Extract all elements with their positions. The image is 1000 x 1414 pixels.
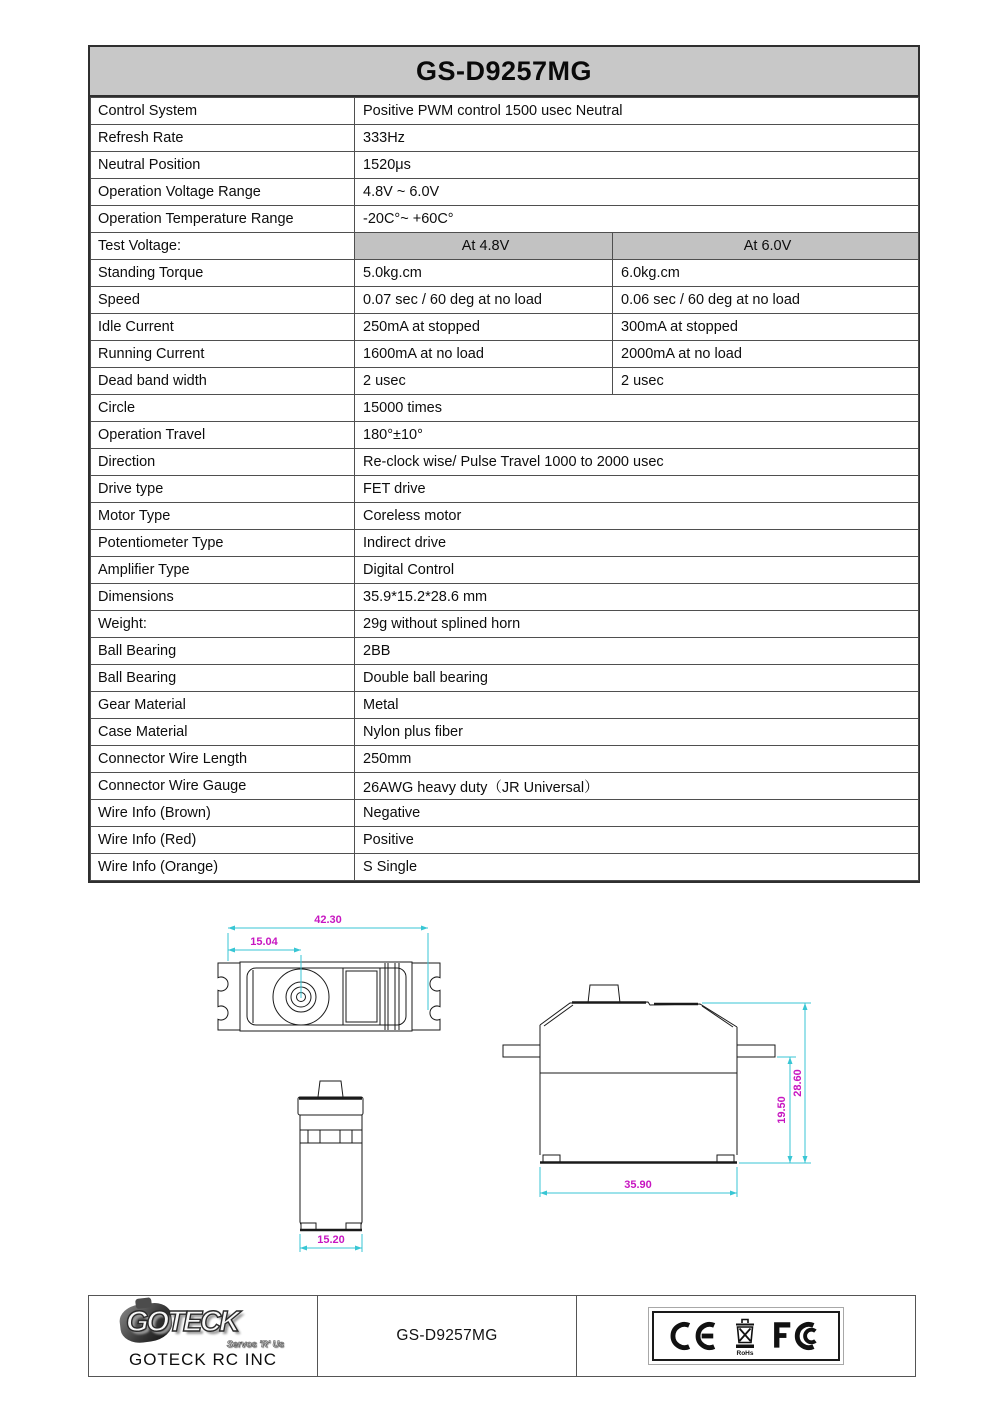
spec-label: Standing Torque (91, 260, 355, 287)
spec-value: 5.0kg.cm (355, 260, 613, 287)
spec-label: Drive type (91, 476, 355, 503)
spec-value: Positive (355, 827, 919, 854)
spec-value: 4.8V ~ 6.0V (355, 179, 919, 206)
spec-label: Neutral Position (91, 152, 355, 179)
spec-value: 0.07 sec / 60 deg at no load (355, 287, 613, 314)
spec-value: Digital Control (355, 557, 919, 584)
spec-label: Amplifier Type (91, 557, 355, 584)
top-view-drawing (218, 914, 440, 1031)
table-row (91, 503, 919, 530)
spec-value: 0.06 sec / 60 deg at no load (613, 287, 919, 314)
spec-label: Wire Info (Brown) (91, 800, 355, 827)
table-row (91, 152, 919, 179)
spec-value: 29g without splined horn (355, 611, 919, 638)
spec-value: 333Hz (355, 125, 919, 152)
table-row (91, 260, 919, 287)
table-row (91, 773, 919, 800)
table-row (91, 98, 919, 125)
spec-value: 15000 times (355, 395, 919, 422)
spec-value: 180°±10° (355, 422, 919, 449)
dimension-label: 28.60 (792, 1069, 804, 1097)
spec-label: Circle (91, 395, 355, 422)
goteck-logo-text: GOTECK (126, 1306, 239, 1338)
spec-label: Refresh Rate (91, 125, 355, 152)
table-row (91, 449, 919, 476)
dimension-label: 15.20 (317, 1234, 345, 1246)
table-row (91, 557, 919, 584)
ce-mark-icon (666, 1320, 720, 1352)
spec-value: Positive PWM control 1500 usec Neutral (355, 98, 919, 125)
spec-value: 2000mA at no load (613, 341, 919, 368)
table-row (91, 125, 919, 152)
spec-label: Wire Info (Orange) (91, 854, 355, 881)
table-row (91, 665, 919, 692)
front-view-drawing (298, 1081, 363, 1252)
spec-value: 2BB (355, 638, 919, 665)
spec-label: Test Voltage: (91, 233, 355, 260)
spec-label: Potentiometer Type (91, 530, 355, 557)
spec-sheet (88, 45, 920, 883)
table-row (91, 368, 919, 395)
side-view-drawing (503, 985, 811, 1197)
spec-value: 1520μs (355, 152, 919, 179)
table-row (91, 233, 919, 260)
spec-value: Metal (355, 692, 919, 719)
table-row (91, 746, 919, 773)
spec-value: At 4.8V (355, 233, 613, 260)
footer (88, 1295, 916, 1377)
spec-label: Running Current (91, 341, 355, 368)
footer-company-cell (89, 1296, 318, 1376)
weee-bin-rohs-icon (732, 1315, 758, 1357)
spec-value: 250mm (355, 746, 919, 773)
spec-label: Control System (91, 98, 355, 125)
table-row (91, 314, 919, 341)
spec-value: FET drive (355, 476, 919, 503)
dimension-label: 19.50 (776, 1096, 788, 1124)
page-title: GS-D9257MG (90, 47, 918, 97)
table-row (91, 692, 919, 719)
spec-value: 2 usec (613, 368, 919, 395)
spec-label: Connector Wire Gauge (91, 773, 355, 800)
spec-value: Negative (355, 800, 919, 827)
spec-value: Nylon plus fiber (355, 719, 919, 746)
spec-label: Operation Travel (91, 422, 355, 449)
goteck-logo-tagline: Servos 'R' Us (226, 1339, 284, 1349)
spec-value: At 6.0V (613, 233, 919, 260)
spec-value: Double ball bearing (355, 665, 919, 692)
spec-value: Indirect drive (355, 530, 919, 557)
table-row (91, 719, 919, 746)
spec-value: 2 usec (355, 368, 613, 395)
spec-value: 26AWG heavy duty（JR Universal） (355, 773, 919, 800)
spec-label: Dead band width (91, 368, 355, 395)
spec-table (90, 97, 919, 881)
footer-model-cell (318, 1296, 577, 1376)
spec-label: Direction (91, 449, 355, 476)
spec-value: 1600mA at no load (355, 341, 613, 368)
spec-label: Speed (91, 287, 355, 314)
table-row (91, 800, 919, 827)
spec-label: Connector Wire Length (91, 746, 355, 773)
spec-label: Case Material (91, 719, 355, 746)
spec-value: -20C°~ +60C° (355, 206, 919, 233)
technical-drawings (88, 877, 916, 1295)
table-row (91, 530, 919, 557)
spec-value: Coreless motor (355, 503, 919, 530)
spec-label: Operation Voltage Range (91, 179, 355, 206)
spec-value: 35.9*15.2*28.6 mm (355, 584, 919, 611)
spec-label: Idle Current (91, 314, 355, 341)
dimension-label: 15.04 (250, 936, 278, 948)
goteck-logo (118, 1304, 288, 1349)
spec-label: Ball Bearing (91, 665, 355, 692)
svg-text:RoHs: RoHs (736, 1350, 754, 1357)
spec-label: Ball Bearing (91, 638, 355, 665)
company-name: GOTECK RC INC (128, 1350, 278, 1369)
table-row (91, 422, 919, 449)
table-row (91, 206, 919, 233)
table-row (91, 476, 919, 503)
spec-label: Dimensions (91, 584, 355, 611)
spec-value: 250mA at stopped (355, 314, 613, 341)
table-row (91, 827, 919, 854)
certification-box (652, 1311, 840, 1361)
spec-table-body (91, 98, 919, 881)
footer-certs-cell (577, 1296, 915, 1376)
spec-label: Operation Temperature Range (91, 206, 355, 233)
spec-label: Wire Info (Red) (91, 827, 355, 854)
table-row (91, 611, 919, 638)
spec-value: 6.0kg.cm (613, 260, 919, 287)
table-row (91, 395, 919, 422)
spec-value: 300mA at stopped (613, 314, 919, 341)
table-row (91, 341, 919, 368)
spec-label: Gear Material (91, 692, 355, 719)
dimension-label: 42.30 (314, 914, 342, 926)
table-row (91, 584, 919, 611)
spec-label: Weight: (91, 611, 355, 638)
table-row (91, 287, 919, 314)
table-row (91, 638, 919, 665)
fcc-mark-icon (770, 1320, 826, 1352)
spec-value: Re-clock wise/ Pulse Travel 1000 to 2000 usec (355, 449, 919, 476)
footer-model-text: GS-D9257MG (396, 1327, 498, 1344)
table-row (91, 179, 919, 206)
spec-value: S Single (355, 854, 919, 881)
spec-label: Motor Type (91, 503, 355, 530)
dimension-label: 35.90 (624, 1179, 652, 1191)
